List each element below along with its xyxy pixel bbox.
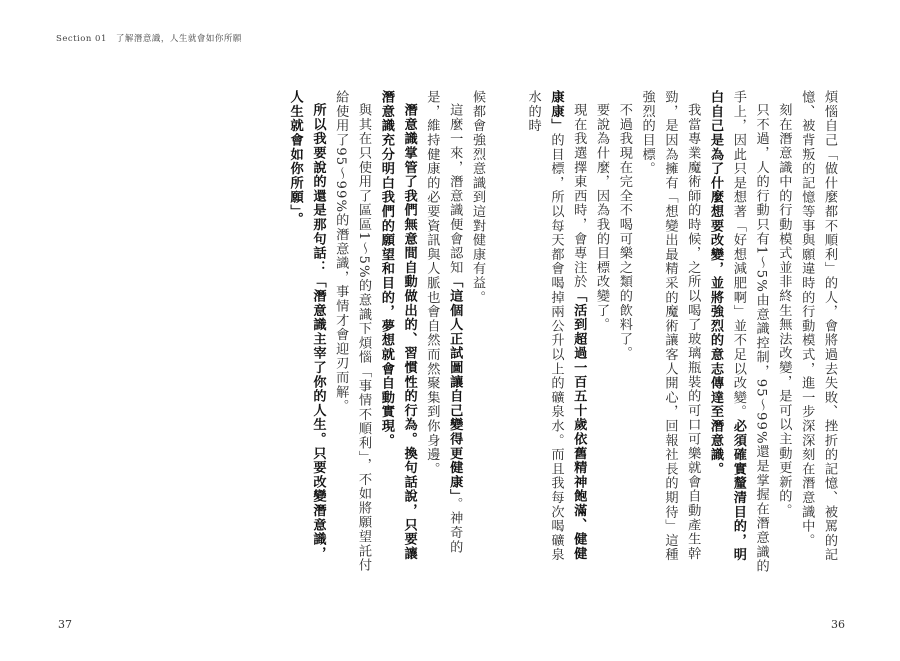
paragraph xyxy=(374,90,420,575)
body-text: 要說為什麼，因為我的目標改變了。 xyxy=(594,103,610,332)
right-page-text xyxy=(497,90,840,575)
bold-text: 「這個人正試圖讓自己變得更健康」 xyxy=(447,274,463,497)
body-text: 我當專業魔術師的時候，之所以喝了玻璃瓶裝的可口可樂就會自動產生幹勁，是因為擁有「想變出最精采的魔術讓客人開心，回報社長的期待」這種強烈的目標。 xyxy=(639,90,701,562)
bold-text: 必須確實釐清目的，明白自己是為了什麼想要改變，並將強烈的意志傳達至潛意識。 xyxy=(708,90,746,562)
body-text: 刻在潛意識中的行動模式並非終生無法改變，是可以主動更新的。 xyxy=(776,103,792,518)
left-page-text xyxy=(166,90,488,575)
paragraph xyxy=(589,90,612,575)
paragraph xyxy=(328,90,374,575)
page-number-left: 37 xyxy=(58,618,72,631)
paragraph xyxy=(612,90,635,575)
running-head: Section 01 了解潛意識，人生就會如你所願 xyxy=(56,34,242,44)
paragraph xyxy=(794,90,840,575)
paragraph xyxy=(521,90,589,575)
paragraph xyxy=(283,90,329,575)
bold-text: 「活到超過一百五十歲依舊精神飽滿、健健康康」 xyxy=(548,90,587,561)
body-text: 這麼一來，潛意識便會認知 xyxy=(447,103,463,275)
body-text: 煩惱自己「做什麼都不順利」的人，會將過去失敗、挫折的記憶、被罵的記憶、被背叛的記憶等事與願違時的行動模式，進一步深深刻在潛意識中。 xyxy=(799,90,837,562)
body-text: 候都會強烈意識到這對健康有益。 xyxy=(470,90,485,305)
body-text: 。神奇的是，維持健康的必要資訊與人脈也會自然而然聚集到你身邊。 xyxy=(424,90,463,555)
bold-text: 潛意識掌管了我們無意間自動做出的、習慣性的行為。換句話說，只要讓潛意識充分明白我們的願望和目的，夢想就會自動實現。 xyxy=(378,90,417,561)
paragraph xyxy=(465,90,488,575)
bold-text: 所以我要說的還是那句話：「潛意識主宰了你的人生。只要改變潛意識，人生就會如你所願」。 xyxy=(287,90,326,561)
paragraph xyxy=(420,90,466,575)
body-text: 與其在只使用了區區1～5%的意識下煩惱「事情不順利」，不如將願望託付給使用了95～99%的潛意識，事情才會迎刃而解。 xyxy=(333,90,372,573)
paragraph xyxy=(703,90,771,575)
body-text: 不過我現在完全不喝可樂之類的飲料了。 xyxy=(616,103,632,361)
body-text: 現在我選擇東西時，會專注於 xyxy=(571,103,587,290)
page-number-right: 36 xyxy=(831,618,845,631)
paragraph xyxy=(772,90,795,575)
paragraph xyxy=(635,90,703,575)
body-text: 只不過，人的行動只有1～5%由意識控制，95～99%還是掌握在潛意識的手上，因此只是想著「好想減肥啊」並不足以改變。 xyxy=(730,90,769,574)
body-text: 的目標，所以每天都會喝掉兩公升以上的礦泉水。而且我每次喝礦泉水的時 xyxy=(525,90,564,562)
